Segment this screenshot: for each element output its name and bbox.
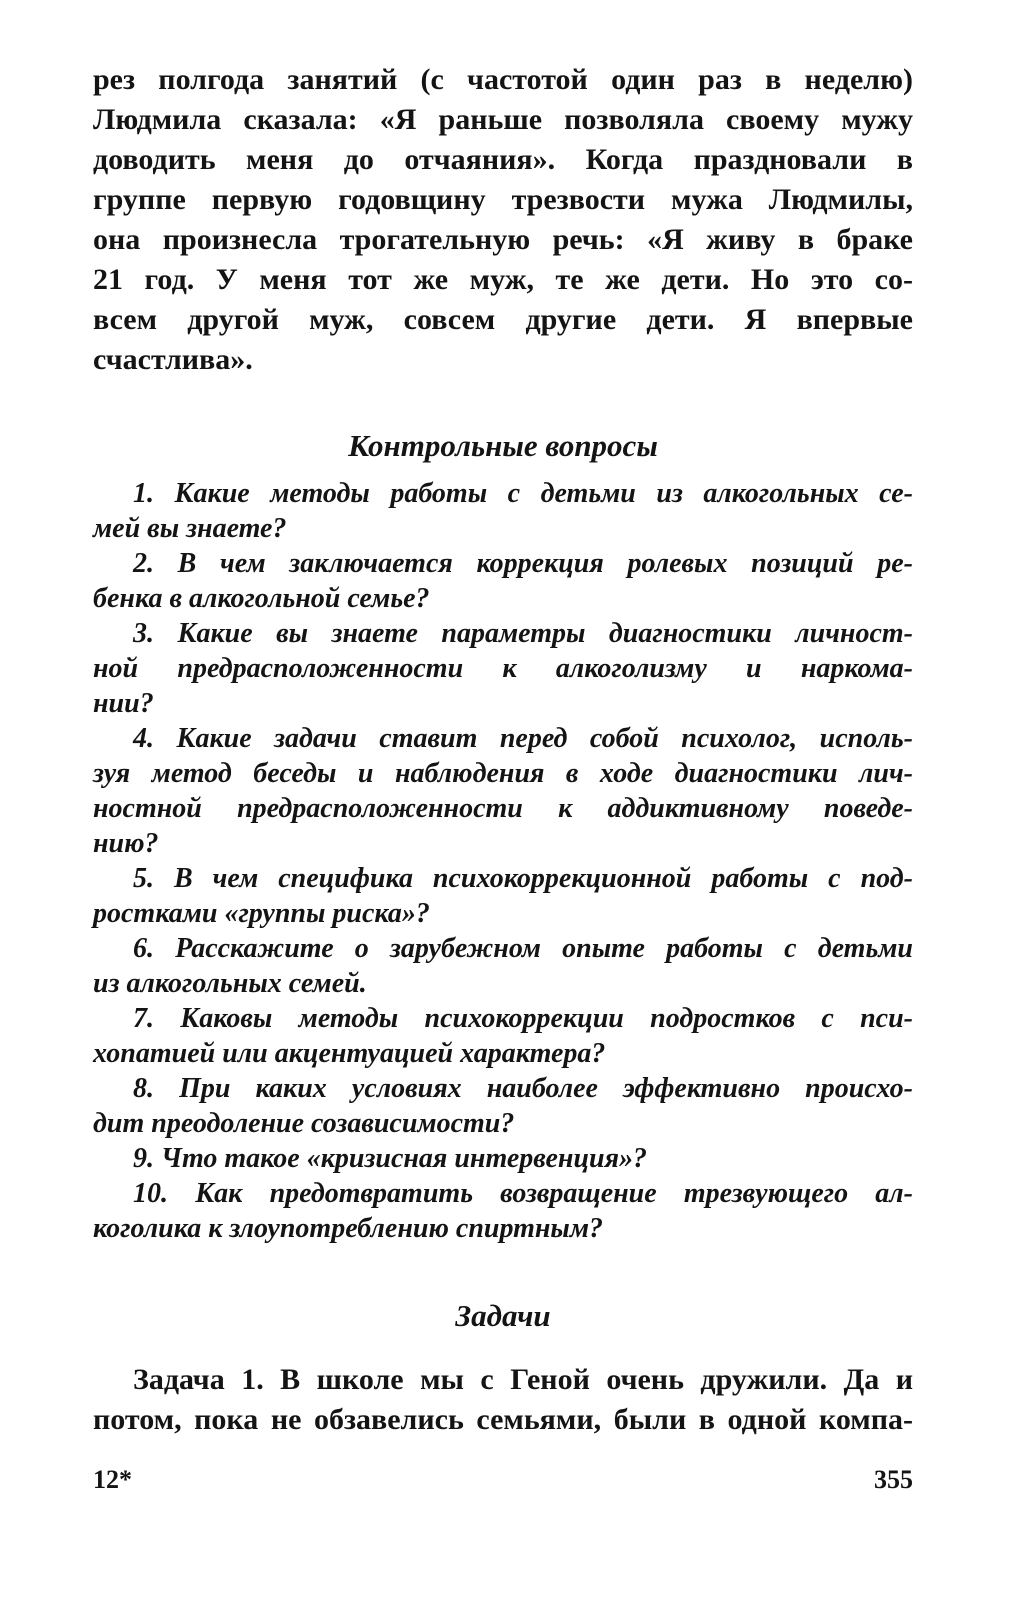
question-line: 3. Какие вы знаете параметры диагностики личност- <box>133 618 913 649</box>
task-1-paragraph <box>93 1360 913 1440</box>
text-line: счастлива». <box>93 343 253 376</box>
question-item <box>93 1141 913 1176</box>
question-item <box>93 721 913 861</box>
text-line: 21 год. У меня тот же муж, те же дети. Но это со- <box>93 263 913 296</box>
question-item <box>93 1001 913 1071</box>
question-item <box>93 1176 913 1246</box>
question-line: ной предрасположенности к алкоголизму и наркома- <box>93 653 913 684</box>
question-line: зуя метод беседы и наблюдения в ходе диагностики лич- <box>93 758 913 789</box>
text-line: доводить меня до отчаяния». Когда праздновали в <box>93 143 913 176</box>
control-questions-heading: Контрольные вопросы <box>348 428 658 463</box>
question-line: 1. Какие методы работы с детьми из алкогольных се- <box>133 478 913 509</box>
question-line: 5. В чем специфика психокоррекционной работы с под- <box>133 863 913 894</box>
question-line: из алкогольных семей. <box>93 968 367 999</box>
question-line: 9. Что такое «кризисная интервенция»? <box>133 1143 648 1174</box>
page-footer <box>93 1465 913 1495</box>
text-line: всем другой муж, совсем другие дети. Я впервые <box>93 303 913 336</box>
tasks-heading: Задачи <box>455 1298 551 1333</box>
question-line: мей вы знаете? <box>93 513 287 544</box>
task-1-label: Задача 1. <box>133 1363 264 1396</box>
question-line: дит преодоление созависимости? <box>93 1108 515 1139</box>
question-line: ростками «группы риска»? <box>93 898 430 929</box>
question-line: нию? <box>93 828 159 859</box>
question-line: 4. Какие задачи ставит перед собой психолог, исполь- <box>133 723 913 754</box>
text-line: рез полгода занятий (с частотой один раз в неделю) <box>93 63 913 96</box>
page-content <box>93 60 913 1440</box>
question-line: 6. Расскажите о зарубежном опыте работы с детьми <box>133 933 913 964</box>
question-item <box>93 931 913 1001</box>
text-line: Людмила сказала: «Я раньше позволяла своему мужу <box>93 103 913 136</box>
question-line: 8. При каких условиях наиболее эффективно происхо- <box>133 1073 913 1104</box>
question-line: бенка в алкогольной семье? <box>93 583 430 614</box>
question-line: 7. Каковы методы психокоррекции подростков с пси- <box>133 1003 913 1034</box>
task-1-text: В школе мы с Геной очень дружили. Да и <box>263 1363 914 1396</box>
question-line: хопатией или акцентуацией характера? <box>93 1038 606 1069</box>
question-line: нии? <box>93 688 154 719</box>
question-item <box>93 546 913 616</box>
question-item <box>93 476 913 546</box>
text-line <box>93 1360 913 1400</box>
question-item <box>93 1071 913 1141</box>
question-line: коголика к злоупотреблению спиртным? <box>93 1213 604 1244</box>
text-line: она произнесла трогательную речь: «Я живу в браке <box>93 223 913 256</box>
page-number: 355 <box>874 1465 913 1494</box>
question-item <box>93 616 913 721</box>
signature-mark: 12* <box>93 1465 132 1494</box>
text-line: группе первую годовщину трезвости мужа Людмилы, <box>93 183 913 216</box>
control-questions-list <box>93 476 913 1246</box>
question-line: 2. В чем заключается коррекция ролевых позиций ре- <box>133 548 913 579</box>
question-line: ностной предрасположенности к аддиктивному поведе- <box>93 793 913 824</box>
question-line: 10. Как предотвратить возвращение трезвующего ал- <box>133 1178 913 1209</box>
intro-paragraph <box>93 60 913 380</box>
question-item <box>93 861 913 931</box>
text-line: потом, пока не обзавелись семьями, были в одной компа- <box>93 1403 913 1436</box>
